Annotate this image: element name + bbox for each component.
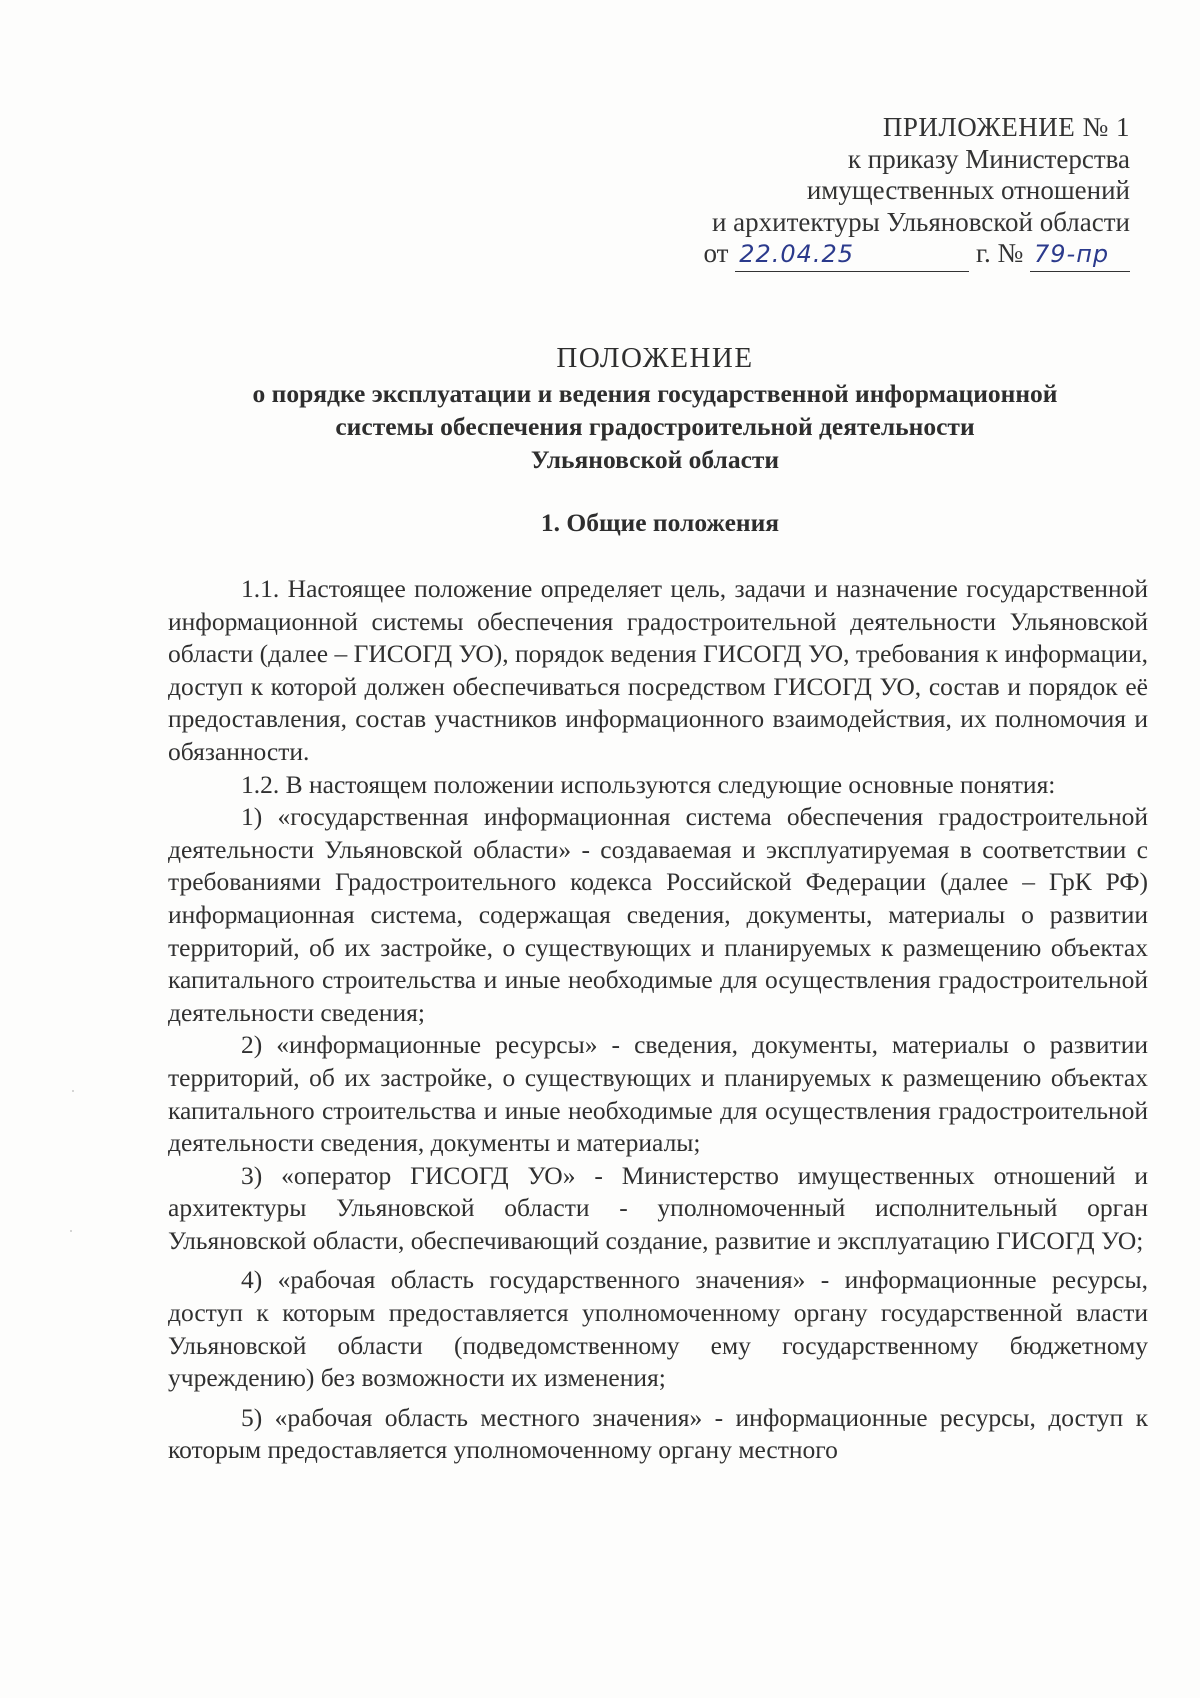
appendix-title: ПРИЛОЖЕНИЕ № 1 — [882, 112, 1130, 142]
scan-speck — [72, 1090, 74, 1092]
definition-item-3: 3) «оператор ГИСОГД УО» - Министерство имущественных отношений и архитектуры Ульяновской области - уполномоченный исполнительный орган Ульяновской области, обеспечивающий создание, развитие и эксплуатацию ГИСОГД УО; — [168, 1160, 1148, 1255]
appendix-line-3: и архитектуры Ульяновской области — [711, 206, 1130, 237]
document-subtitle-line-2: системы обеспечения градостроительной деятельности — [335, 412, 975, 441]
document-body — [168, 573, 1148, 1467]
scan-speck — [70, 1230, 72, 1232]
definition-item-1: 1) «государственная информационная система обеспечения градостроительной деятельности Ульяновской области» - создаваемая и эксплуатируемая в соответствии с требованиями Градостроительного кодекса Российской Федерации (далее – ГрК РФ) информационная система, содержащая сведения, документы, материалы о развитии территорий, об их застройке, о существующих и планируемых к размещению объектах капитального строительства и иные необходимые для осуществления градостроительной деятельности сведения; — [168, 802, 1148, 1027]
order-date-line — [704, 238, 1131, 272]
handwritten-date: 22.04.25 — [735, 239, 969, 272]
document-heading: ПОЛОЖЕНИЕ — [556, 342, 754, 374]
paragraph-1-1: 1.1. Настоящее положение определяет цель, задачи и назначение государственной информационной системы обеспечения градостроительной деятельности Ульяновской области (далее – ГИСОГД УО), порядок ведения ГИСОГД УО, требования к информации, доступ к которой должен обеспечиваться посредством ГИСОГД УО, состав и порядок её предоставления, состав участников информационного взаимодействия, их полномочия и обязанности. — [168, 574, 1148, 766]
definition-item-4: 4) «рабочая область государственного значения» - информационные ресурсы, доступ к которым предоставляется уполномоченному органу государственной власти Ульяновской области (подведомственному ему государственному бюджетному учреждению) без возможности их изменения; — [168, 1265, 1148, 1393]
appendix-block — [704, 112, 1131, 272]
appendix-line-1: к приказу Министерства — [847, 143, 1130, 174]
document-title-block — [160, 342, 1150, 476]
document-subtitle-line-3: Ульяновской области — [530, 445, 780, 474]
number-prefix: г. № — [975, 238, 1024, 268]
paragraph-1-2: 1.2. В настоящем положении используются следующие основные понятия: — [241, 769, 1056, 799]
handwritten-order-number: 79-пр — [1030, 239, 1130, 272]
appendix-line-2: имущественных отношений — [806, 175, 1130, 205]
section-heading: 1. Общие положения — [540, 508, 780, 537]
definition-item-5: 5) «рабочая область местного значения» - информационные ресурсы, доступ к которым предоставляется уполномоченному органу местного — [168, 1402, 1148, 1465]
date-prefix: от — [703, 238, 729, 268]
definition-item-2: 2) «информационные ресурсы» - сведения, документы, материалы о развитии территорий, об их застройке, о существующих и планируемых к размещению объектах капитального строительства и иные необходимые для осуществления градостроительной деятельности сведения, документы и материалы; — [168, 1030, 1148, 1158]
document-subtitle-line-1: о порядке эксплуатации и ведения государственной информационной — [252, 379, 1058, 408]
